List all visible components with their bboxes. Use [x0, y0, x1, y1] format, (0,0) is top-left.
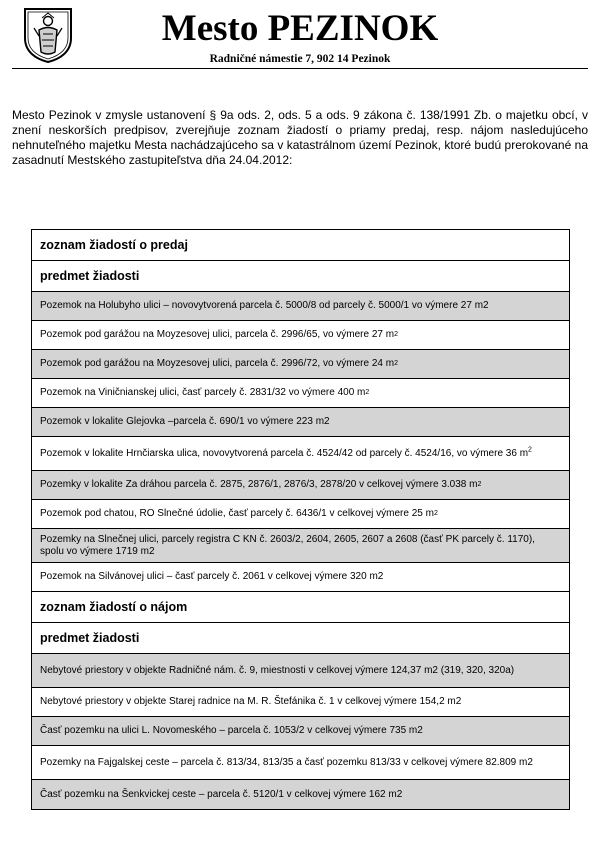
lease-subheading: predmet žiadosti: [32, 623, 569, 654]
page-title: Mesto PEZINOK: [161, 8, 439, 49]
sale-item: Pozemky na Slnečnej ulici, parcely registra C KN č. 2603/2, 2604, 2605, 2607 a 2608 (časť PK parcely č. 1170), spolu vo výmere 1719 m2: [32, 529, 569, 563]
sale-item: Pozemok pod garážou na Moyzesovej ulici, parcela č. 2996/65, vo výmere 27 m 2: [32, 321, 569, 350]
intro-paragraph: Mesto Pezinok v zmysle ustanovení § 9a ods. 2, ods. 5 a ods. 9 zákona č. 138/1991 Zb. o majetku obcí, v znení neskorších predpisov, zverejňuje zoznam žiadostí o priamy predaj, resp. nájom nasledujúceho nehnuteľného majetku Mesta nachádzajúceho sa v katastrálnom území Pezinok, ktoré budú prerokované na zasadnutí Mestského zastupiteľstva dňa 24.04.2012:: [12, 108, 588, 167]
request-list: [31, 229, 570, 810]
lease-heading: zoznam žiadostí o nájom: [32, 592, 569, 623]
sale-subheading: predmet žiadosti: [32, 261, 569, 292]
sale-item: Pozemky v lokalite Za dráhou parcela č. 2875, 2876/1, 2876/3, 2878/20 v celkovej výmere 3.038 m 2: [32, 471, 569, 500]
sale-item: Pozemok v lokalite Glejovka –parcela č. 690/1 vo výmere 223 m2: [32, 408, 569, 437]
lease-item: Časť pozemku na Šenkvickej ceste – parcela č. 5120/1 v celkovej výmere 162 m2: [32, 780, 569, 809]
sale-item: Pozemok pod chatou, RO Slnečné údolie, časť parcely č. 6436/1 v celkovej výmere 25 m 2: [32, 500, 569, 529]
lease-item: Nebytové priestory v objekte Starej radnice na M. R. Štefánika č. 1 v celkovej výmere 154,2 m2: [32, 688, 569, 717]
sale-heading: zoznam žiadostí o predaj: [32, 230, 569, 261]
city-crest-icon: [22, 6, 74, 64]
sale-item: Pozemok na Silvánovej ulici – časť parcely č. 2061 v celkovej výmere 320 m2: [32, 563, 569, 592]
address-line: Radničné námestie 7, 902 14 Pezinok: [209, 53, 391, 65]
sale-item: Pozemok na Viničnianskej ulici, časť parcely č. 2831/32 vo výmere 400 m 2: [32, 379, 569, 408]
header-divider: [12, 68, 588, 69]
sale-item: Pozemok pod garážou na Moyzesovej ulici, parcela č. 2996/72, vo výmere 24 m 2: [32, 350, 569, 379]
sale-item: Pozemok v lokalite Hrnčiarska ulica, novovytvorená parcela č. 4524/42 od parcely č. 4524/16, vo výmere 36 $m^2$: [32, 437, 569, 471]
lease-item: Nebytové priestory v objekte Radničné nám. č. 9, miestnosti v celkovej výmere 124,37 m2 (319, 320, 320a): [32, 654, 569, 688]
lease-item: Pozemky na Fajgalskej ceste – parcela č. 813/34, 813/35 a časť pozemku 813/33 v celkovej výmere 82.809 m2: [32, 746, 569, 780]
sale-item: Pozemok na Holubyho ulici – novovytvorená parcela č. 5000/8 od parcely č. 5000/1 vo výmere 27 m2: [32, 292, 569, 321]
lease-item: Časť pozemku na ulici L. Novomeského – parcela č. 1053/2 v celkovej výmere 735 m2: [32, 717, 569, 746]
